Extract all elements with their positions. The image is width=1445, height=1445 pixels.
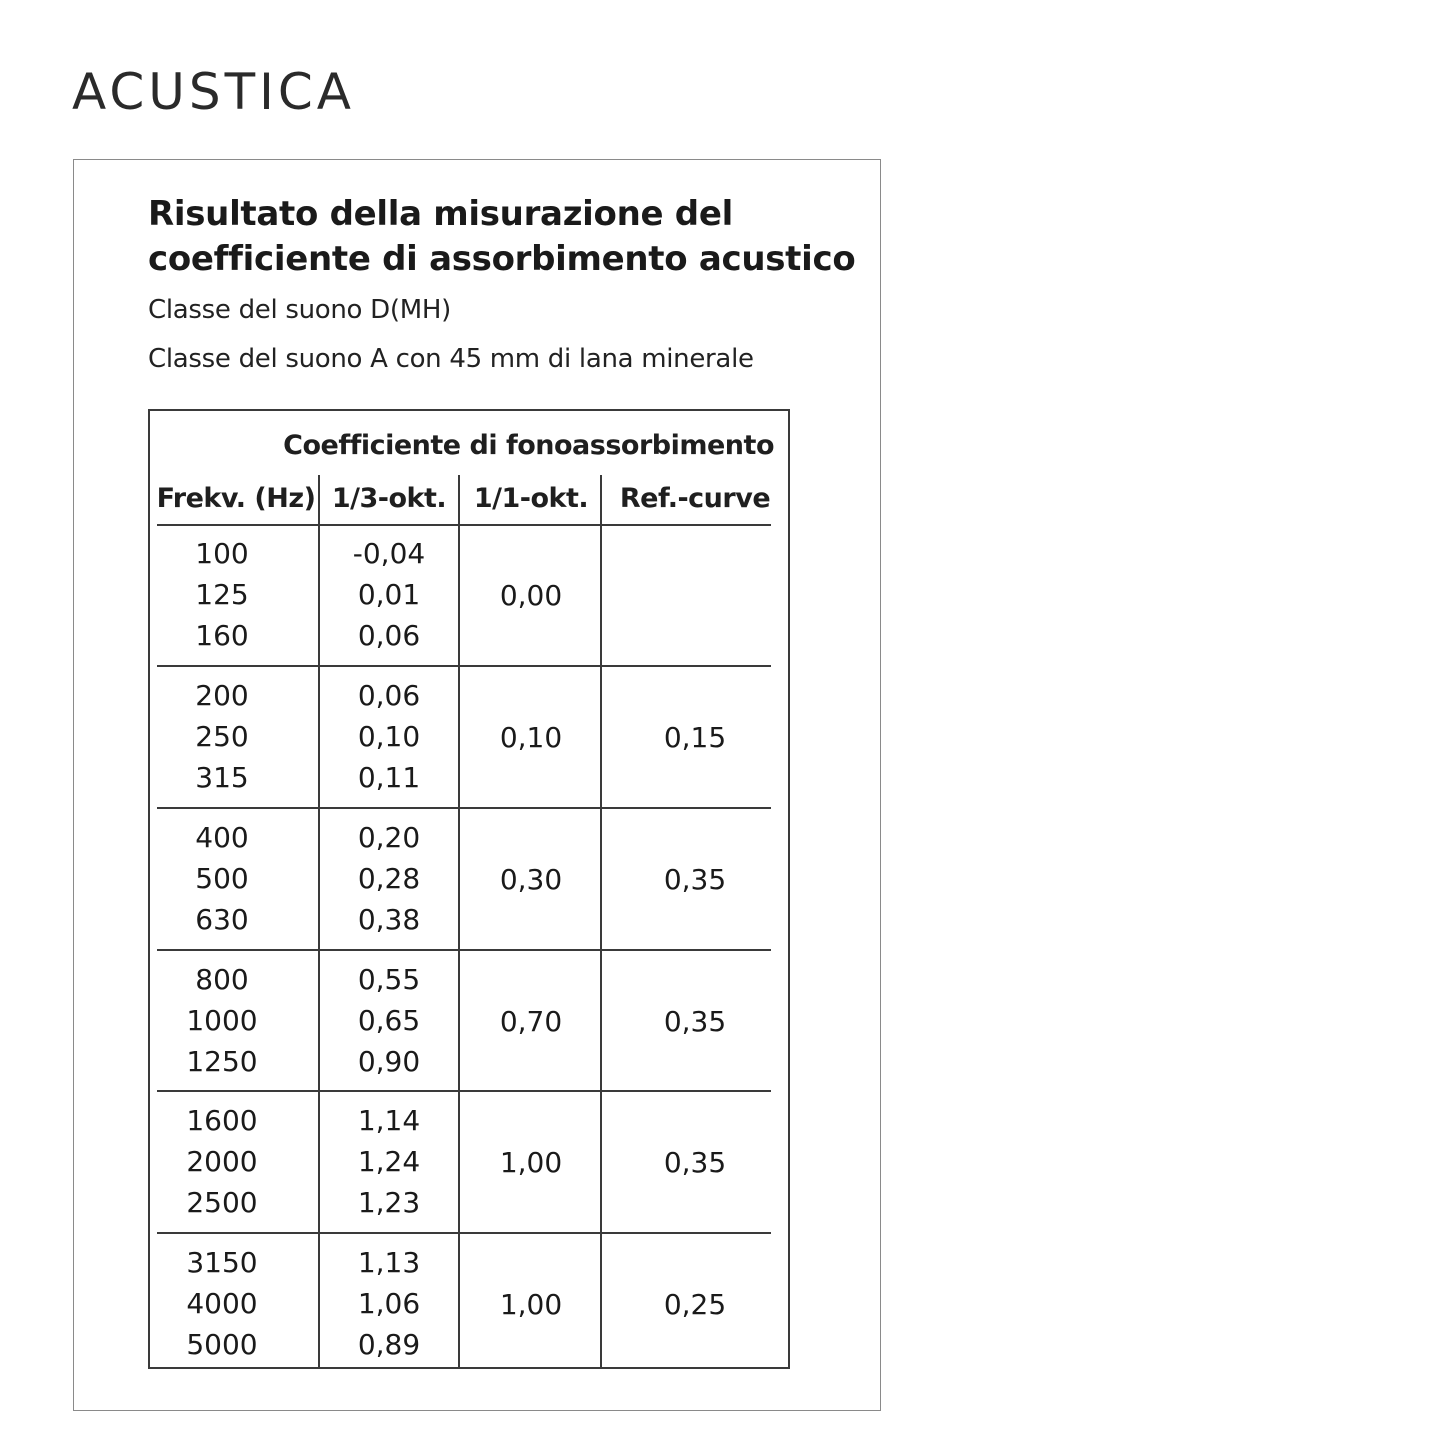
frequency-cell [158,1242,286,1365]
third-octave-value: 0,10 [357,720,421,753]
frequency-value: 2500 [186,1186,258,1219]
octave-value: 0,70 [499,1005,563,1038]
third-octave-cell [320,675,458,798]
page-heading: ACUSTICA [72,63,355,121]
sound-class-d: Classe del suono D(MH) [148,295,451,325]
frequency-value: 500 [195,862,249,895]
third-octave-value: 0,06 [357,679,421,712]
octave-value: 0,10 [499,721,563,754]
third-octave-value: 1,23 [357,1186,421,1219]
frequency-value: 250 [195,720,249,753]
frequency-cell [158,817,286,940]
third-octave-value: 0,65 [357,1004,421,1037]
third-octave-value: 0,11 [357,761,421,794]
frequency-value: 160 [195,619,249,652]
frequency-value: 1000 [186,1004,258,1037]
frequency-value: 315 [195,761,249,794]
third-octave-value: 0,89 [357,1328,421,1361]
third-octave-cell [320,959,458,1082]
frequency-value: 400 [195,821,249,854]
table-row-group [150,1234,788,1376]
third-octave-value: 1,24 [357,1145,421,1178]
table-row-group [150,667,788,809]
third-octave-cell [320,817,458,940]
table-group-header: Coefficiente di fonoassorbimento [283,430,774,461]
frequency-value: 630 [195,903,249,936]
reference-curve-value: 0,25 [663,1288,727,1321]
frequency-value: 1250 [186,1045,258,1078]
reference-curve-value: 0,15 [663,721,727,754]
frequency-value: 3150 [186,1246,258,1279]
reference-curve-value: 0,35 [663,863,727,896]
reference-curve-value: 0,35 [663,1146,727,1179]
card-title-line-1: Risultato della misurazione del [148,194,733,234]
table-row-group [150,809,788,951]
column-header-frequency: Frekv. (Hz) [156,483,316,514]
third-octave-value: 0,38 [357,903,421,936]
frequency-value: 5000 [186,1328,258,1361]
third-octave-value: 0,90 [357,1045,421,1078]
third-octave-value: -0,04 [352,537,426,570]
frequency-value: 125 [195,578,249,611]
frequency-value: 100 [195,537,249,570]
third-octave-value: 0,06 [357,619,421,652]
frequency-cell [158,533,286,656]
frequency-value: 800 [195,963,249,996]
frequency-cell [158,959,286,1082]
card-title [148,192,855,282]
column-header-reference-curve: Ref.-curve [619,483,771,514]
third-octave-value: 1,06 [357,1287,421,1320]
reference-curve-value: 0,35 [663,1005,727,1038]
frequency-value: 2000 [186,1145,258,1178]
third-octave-value: 0,55 [357,963,421,996]
third-octave-cell [320,533,458,656]
octave-value: 1,00 [499,1288,563,1321]
card-title-line-2: coefficiente di assorbimento acustico [148,239,856,279]
frequency-cell [158,675,286,798]
third-octave-value: 1,14 [357,1104,421,1137]
third-octave-cell [320,1100,458,1223]
frequency-value: 1600 [186,1104,258,1137]
third-octave-value: 0,28 [357,862,421,895]
frequency-value: 4000 [186,1287,258,1320]
frequency-cell [158,1100,286,1223]
table-row-group [150,951,788,1093]
third-octave-cell [320,1242,458,1365]
third-octave-value: 0,20 [357,821,421,854]
third-octave-value: 1,13 [357,1246,421,1279]
reference-curve-value [602,525,788,667]
octave-value: 0,00 [499,579,563,612]
third-octave-value: 0,01 [357,578,421,611]
sound-class-a: Classe del suono A con 45 mm di lana minerale [148,344,754,374]
table-row-group [150,1092,788,1234]
octave-value: 0,30 [499,863,563,896]
table-row-group [150,525,788,667]
absorption-table [148,409,790,1369]
frequency-value: 200 [195,679,249,712]
octave-value: 1,00 [499,1146,563,1179]
column-header-octave: 1/1-okt. [473,483,589,514]
column-header-third-octave: 1/3-okt. [331,483,447,514]
